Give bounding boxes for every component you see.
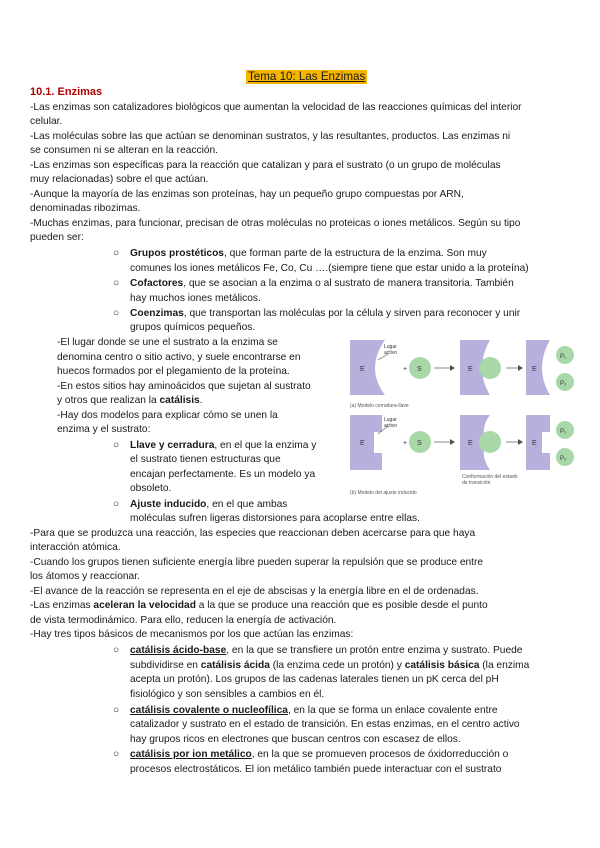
bullet-llave-cont: encajan perfectamente. Es un modelo ya — [130, 469, 316, 480]
energy-line: los átomos y reaccionar. — [30, 571, 140, 582]
intro-line: -Las enzimas son específicas para la reacción que catalizan y para el sustrato (o un grupo de moléculas — [30, 160, 501, 171]
bullet-prosteticos: Grupos prostéticos, que forman parte de la estructura de la enzima. Son muy — [130, 248, 487, 259]
plus-sign: + — [403, 366, 408, 373]
bullet-coenzimas-cont: grupos químicos pequeños. — [130, 322, 256, 333]
intro-line: -Muchas enzimas, para funcionar, precisan de otras moléculas no proteicas o iones metálicos. Según su tipo — [30, 218, 521, 229]
bullet-icon: ○ — [113, 645, 120, 656]
enzyme-label: E — [468, 366, 473, 373]
active-site-line: -En estos sitios hay aminoácidos que sujetan al sustrato — [57, 381, 311, 392]
caption-a: (a) Modelo cerradura-llave — [350, 403, 409, 409]
active-site-label: Lugar — [384, 344, 397, 350]
bullet-ion-metalico: catálisis por ion metálico, en la que se promueven procesos de óxidorreducción o — [130, 749, 509, 760]
induced-fit-diagram — [350, 415, 574, 496]
enzyme-label: E — [468, 440, 473, 447]
enzyme-label: E — [360, 440, 365, 447]
bullet-covalente: catálisis covalente o nucleofílica, en la que se forma un enlace covalente entre — [130, 705, 498, 716]
energy-line: interacción atómica. — [30, 542, 121, 553]
intro-line: -Las enzimas son catalizadores biológicos que aumentan la velocidad de las reacciones químicas del interior — [30, 102, 522, 113]
intro-line: -Aunque la mayoría de las enzimas son proteínas, hay un pequeño grupo compuestas por ARN, — [30, 189, 464, 200]
product-label: P₁ — [560, 429, 567, 435]
bullet-icon: ○ — [113, 308, 120, 319]
bullet-ajuste: Ajuste inducido, en el que ambas — [130, 499, 288, 510]
bullet-covalente-cont: hay grupos ricos en electrones que buscan centros con escasez de ellos. — [130, 734, 461, 745]
bullet-acido-base-cont: acepta un protón). Los grupos de las cadenas laterales tienen un pK cerca del pH — [130, 674, 499, 685]
plus-sign: + — [403, 440, 408, 447]
accel-line: de vista termodinámico. Para ello, reducen la energía de activación. — [30, 615, 337, 626]
product-label: P₂ — [560, 381, 567, 387]
intro-line: -Las moléculas sobre las que actúan se denominan sustratos, y las resultantes, productos. Las enzimas ni — [30, 131, 511, 142]
product-label: P₂ — [560, 456, 567, 462]
caption-b: (b) Modelo del ajuste inducido — [350, 490, 417, 496]
bullet-acido-base-cont: fisiológico y son sensibles a cambios en él. — [130, 689, 325, 700]
substrate-label: S — [417, 440, 422, 447]
enzyme-shape — [350, 340, 385, 395]
bullet-icon: ○ — [113, 705, 120, 716]
intro-line: muy relacionadas) sobre el que actúan. — [30, 174, 209, 185]
bullet-llave-cont: el sustrato tienen estructuras que — [130, 454, 281, 465]
bullet-llave: Llave y cerradura, en el que la enzima y — [130, 440, 317, 451]
transition-caption: Conformación del estado — [462, 474, 518, 480]
energy-line: -Para que se produzca una reacción, las especies que reaccionan deben acercarse para que haya — [30, 528, 476, 539]
enzyme-models-figure — [340, 330, 580, 500]
bullet-prosteticos-cont: comunes los iones metálicos Fe, Co, Cu ….(siempre tiene que estar unido a la proteína) — [130, 263, 529, 274]
transition-caption: de transición — [462, 480, 491, 486]
bullet-icon: ○ — [113, 248, 120, 259]
active-site-label: activo — [384, 423, 398, 429]
accel-line: -Hay tres tipos básicos de mecanismos por los que actúan las enzimas: — [30, 629, 354, 640]
bullet-ajuste-cont: moléculas sufren ligeras distorsiones para acoplarse entre ellas. — [130, 513, 420, 524]
active-site-label: Lugar — [384, 417, 397, 423]
bullet-acido-base-cont: subdividirse en catálisis ácida (la enzima cede un protón) y catálisis básica (la enzima — [130, 660, 530, 671]
bullet-acido-base: catálisis ácido-base, en la que se transfiere un protón entre enzima y sustrato. Puede — [130, 645, 523, 656]
enzyme-label: E — [532, 440, 537, 447]
energy-line: -El avance de la reacción se representa en el eje de abscisas y la energía libre en el de ordenadas. — [30, 586, 479, 597]
active-site-line: huecos formados por el plegamiento de la proteína. — [57, 366, 290, 377]
substrate-label: S — [417, 366, 422, 373]
bullet-cofactores: Cofactores, que se asocian a la enzima o al sustrato de manera transitoria. También — [130, 278, 514, 289]
active-site-line: -El lugar donde se une el sustrato a la enzima se — [57, 337, 278, 348]
energy-line: -Cuando los grupos tienen suficiente energía libre pueden superar la repulsión que se produce entre — [30, 557, 484, 568]
bullet-ion-metalico-cont: procesos electrostáticos. El ion metálico también puede interactuar con el sustrato — [130, 764, 502, 775]
bullet-coenzimas: Coenzimas, que transportan las moléculas por la célula y sirven para reconocer y unir — [130, 308, 521, 319]
bullet-icon: ○ — [113, 440, 120, 451]
bullet-llave-cont: obsoleto. — [130, 483, 172, 494]
accel-line: -Las enzimas aceleran la velocidad a la que se produce una reacción que es posible desde el punto — [30, 600, 488, 611]
intro-line: pueden ser: — [30, 232, 84, 243]
active-site-label: activo — [384, 350, 398, 356]
section-heading: 10.1. Enzimas — [30, 86, 103, 98]
intro-line: celular. — [30, 116, 63, 127]
active-site-line: denomina centro o sitio activo, y suele encontrarse en — [57, 352, 301, 363]
bullet-cofactores-cont: hay muchos iones metálicos. — [130, 293, 261, 304]
lock-key-diagram — [350, 340, 574, 409]
bullet-icon: ○ — [113, 499, 120, 510]
enzyme-shape — [350, 415, 382, 470]
bullet-covalente-cont: catalizador y sustrato en el estado de transición. En estas enzimas, en el centro activo — [130, 719, 520, 730]
bullet-icon: ○ — [113, 278, 120, 289]
intro-line: denominadas ribozimas. — [30, 203, 141, 214]
page-title: Tema 10: Las Enzimas — [248, 70, 366, 83]
active-site-line: -Hay dos modelos para explicar cómo se unen la — [57, 410, 278, 421]
intro-line: se consumen ni se alteran en la reacción. — [30, 145, 219, 156]
active-site-line: y otros que realizan la catálisis. — [57, 395, 203, 406]
enzyme-label: E — [360, 366, 365, 373]
active-site-line: enzima y el sustrato: — [57, 424, 151, 435]
bullet-icon: ○ — [113, 749, 120, 760]
product-label: P₁ — [560, 354, 567, 360]
enzyme-label: E — [532, 366, 537, 373]
